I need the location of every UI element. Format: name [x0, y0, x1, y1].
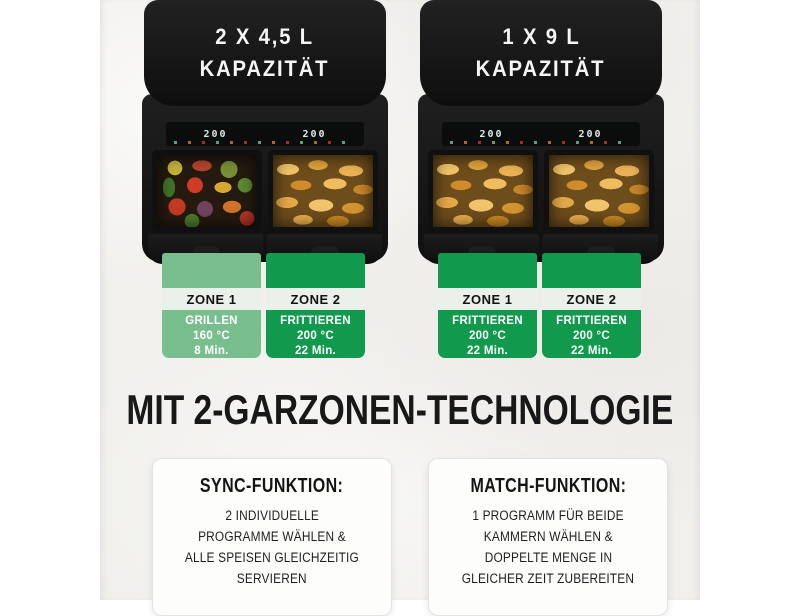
- feature-line-text: KAMMERN WÄHLEN &: [483, 529, 613, 544]
- zone-temperature: 200 °C: [468, 329, 507, 342]
- zone-program: GRILLEN: [185, 315, 238, 327]
- feature-line: [429, 505, 667, 526]
- zone-name: ZONE 2: [266, 288, 365, 310]
- sync-function-box: [152, 458, 392, 616]
- baskets: [152, 150, 378, 232]
- zone-name: ZONE 1: [162, 288, 261, 310]
- capacity-value: 2 X 4,5 L: [215, 24, 315, 49]
- baskets: [428, 150, 654, 232]
- feature-title: [429, 475, 667, 498]
- capacity-value: 1 X 9 L: [501, 24, 581, 49]
- airfryer-body: [142, 94, 388, 262]
- zone-time: 8 Min.: [194, 344, 229, 357]
- zone-program-info: [438, 310, 537, 358]
- control-display: [442, 122, 640, 146]
- display-temperature-zone1: 200: [203, 128, 228, 140]
- display-temperature-zone2: 200: [578, 128, 603, 140]
- display-icons: [450, 141, 632, 144]
- airfryer-body: [418, 94, 664, 262]
- feature-line-text: SERVIEREN: [236, 571, 308, 586]
- feature-line: [429, 568, 667, 589]
- headline: [100, 384, 700, 436]
- zone-card: [438, 253, 537, 358]
- zone-program-info: [266, 310, 365, 358]
- zone-program-info: [542, 310, 641, 358]
- zone-card-top: [542, 253, 641, 288]
- feature-title-text: SYNC-FUNKTION:: [200, 475, 344, 497]
- zone-time: 22 Min.: [294, 344, 337, 357]
- zone-card: [162, 253, 261, 358]
- feature-line-text: PROGRAMME WÄHLEN &: [198, 529, 346, 544]
- feature-line-text: 2 INDIVIDUELLE: [225, 508, 319, 523]
- feature-line: [153, 568, 391, 589]
- zone-cards-dual: [162, 253, 365, 358]
- zone-card-top: [162, 253, 261, 288]
- zone-time: 22 Min.: [570, 344, 613, 357]
- display-temperature-zone1: 200: [479, 128, 504, 140]
- feature-line-text: 1 PROGRAMM FÜR BEIDE: [472, 508, 624, 523]
- zone-program-info: [162, 310, 261, 358]
- feature-line: [153, 526, 391, 547]
- feature-line-text: DOPPELTE MENGE IN: [484, 550, 612, 565]
- match-function-box: [428, 458, 668, 616]
- feature-line: [153, 505, 391, 526]
- airfryer-single-9l: [418, 0, 664, 372]
- capacity-label: KAPAZITÄT: [476, 56, 606, 81]
- basket-potato-wedges-photo: [268, 150, 378, 232]
- basket-potato-wedges-photo: [544, 150, 654, 232]
- zone-temperature: 160 °C: [192, 329, 231, 342]
- zone-card: [542, 253, 641, 358]
- capacity-banner-dual: [144, 0, 386, 106]
- basket-potato-wedges-photo: [428, 150, 538, 232]
- zone-temperature: 200 °C: [296, 329, 335, 342]
- zone-card-top: [266, 253, 365, 288]
- zone-card-top: [438, 253, 537, 288]
- display-icons: [174, 141, 356, 144]
- zone-name: ZONE 2: [542, 288, 641, 310]
- headline-text: MIT 2-GARZONEN-TECHNOLOGIE: [126, 386, 674, 433]
- basket-grilled-vegetables-photo: [152, 150, 262, 232]
- feature-line: [429, 526, 667, 547]
- zone-cards-single: [438, 253, 641, 358]
- feature-line-text: ALLE SPEISEN GLEICHZEITIG: [184, 550, 360, 565]
- zone-temperature: 200 °C: [572, 329, 611, 342]
- zone-program: FRITTIEREN: [452, 315, 523, 327]
- zone-program: FRITTIEREN: [280, 315, 351, 327]
- feature-title: [153, 475, 391, 498]
- feature-line: [429, 547, 667, 568]
- zone-program: FRITTIEREN: [556, 315, 627, 327]
- capacity-banner-single: [420, 0, 662, 106]
- feature-title-text: MATCH-FUNKTION:: [470, 475, 626, 497]
- feature-line-text: GLEICHER ZEIT ZUBEREITEN: [461, 571, 635, 586]
- feature-line: [153, 547, 391, 568]
- airfryer-dual-drawer: [142, 0, 388, 372]
- capacity-label: KAPAZITÄT: [200, 56, 330, 81]
- zone-time: 22 Min.: [466, 344, 509, 357]
- marble-background: [100, 0, 700, 600]
- zone-name: ZONE 1: [438, 288, 537, 310]
- zone-card: [266, 253, 365, 358]
- display-temperature-zone2: 200: [302, 128, 327, 140]
- control-display: [166, 122, 364, 146]
